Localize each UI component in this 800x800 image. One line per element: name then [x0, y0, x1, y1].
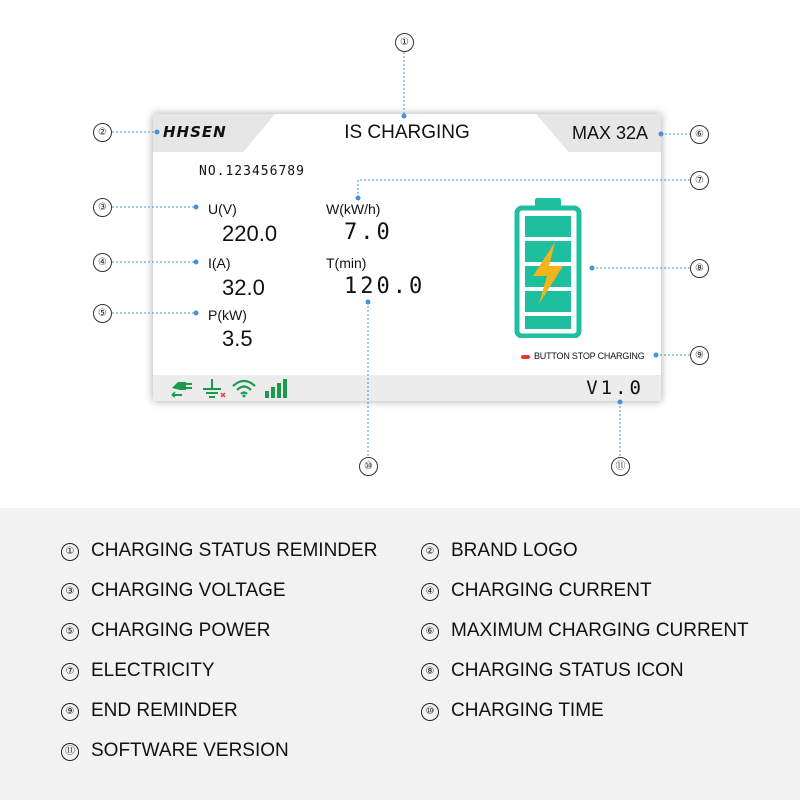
callout-3: ③	[93, 198, 112, 217]
energy-label: W(kW/h)	[326, 201, 381, 217]
callout-2: ②	[93, 123, 112, 142]
serial-number: NO.123456789	[199, 164, 305, 179]
legend-item-5: ⑤ CHARGING POWER	[61, 620, 270, 642]
callout-11: ⑪	[611, 457, 630, 476]
legend-item-11: ⑪ SOFTWARE VERSION	[61, 740, 289, 762]
energy-value: 7.0	[344, 220, 393, 245]
legend-item-3: ③ CHARGING VOLTAGE	[61, 580, 286, 602]
legend-item-2: ② BRAND LOGO	[421, 540, 578, 562]
callout-8: ⑧	[690, 259, 709, 278]
legend-item-8: ⑧ CHARGING STATUS ICON	[421, 660, 684, 682]
max-current: MAX 32A	[571, 123, 648, 143]
legend-item-4: ④ CHARGING CURRENT	[421, 580, 652, 602]
voltage-label: U(V)	[208, 201, 237, 217]
plug-icon	[170, 378, 194, 398]
voltage-value: 220.0	[222, 221, 278, 246]
current-value: 32.0	[222, 275, 265, 300]
callout-5: ⑤	[93, 304, 112, 323]
charger-screen	[153, 114, 661, 401]
charging-status: IS CHARGING	[344, 122, 470, 143]
legend-item-1: ① CHARGING STATUS REMINDER	[61, 540, 377, 562]
legend-panel	[0, 508, 800, 800]
software-version: V1.0	[586, 377, 644, 399]
callout-6: ⑥	[690, 125, 709, 144]
callout-1: ①	[395, 33, 414, 52]
legend-item-7: ⑦ ELECTRICITY	[61, 660, 215, 682]
stop-button-icon	[521, 355, 530, 359]
legend-item-6: ⑥ MAXIMUM CHARGING CURRENT	[421, 620, 749, 642]
legend-item-9: ⑨ END REMINDER	[61, 700, 238, 722]
signal-icon	[263, 378, 289, 398]
power-value: 3.5	[222, 326, 253, 351]
current-label: I(A)	[208, 255, 231, 271]
stop-charging-hint: BUTTON STOP CHARGING	[521, 351, 645, 361]
callout-7: ⑦	[690, 171, 709, 190]
legend-item-10: ⑩ CHARGING TIME	[421, 700, 604, 722]
brand-logo: HHSEN	[163, 123, 227, 141]
status-footer	[153, 375, 661, 401]
wifi-icon	[231, 378, 257, 398]
time-label: T(min)	[326, 255, 367, 271]
time-value: 120.0	[344, 274, 426, 299]
ground-icon	[201, 378, 227, 398]
callout-9: ⑨	[690, 346, 709, 365]
power-label: P(kW)	[208, 307, 247, 323]
callout-10: ⑩	[359, 457, 378, 476]
battery-charging-icon	[513, 196, 583, 338]
callout-4: ④	[93, 253, 112, 272]
